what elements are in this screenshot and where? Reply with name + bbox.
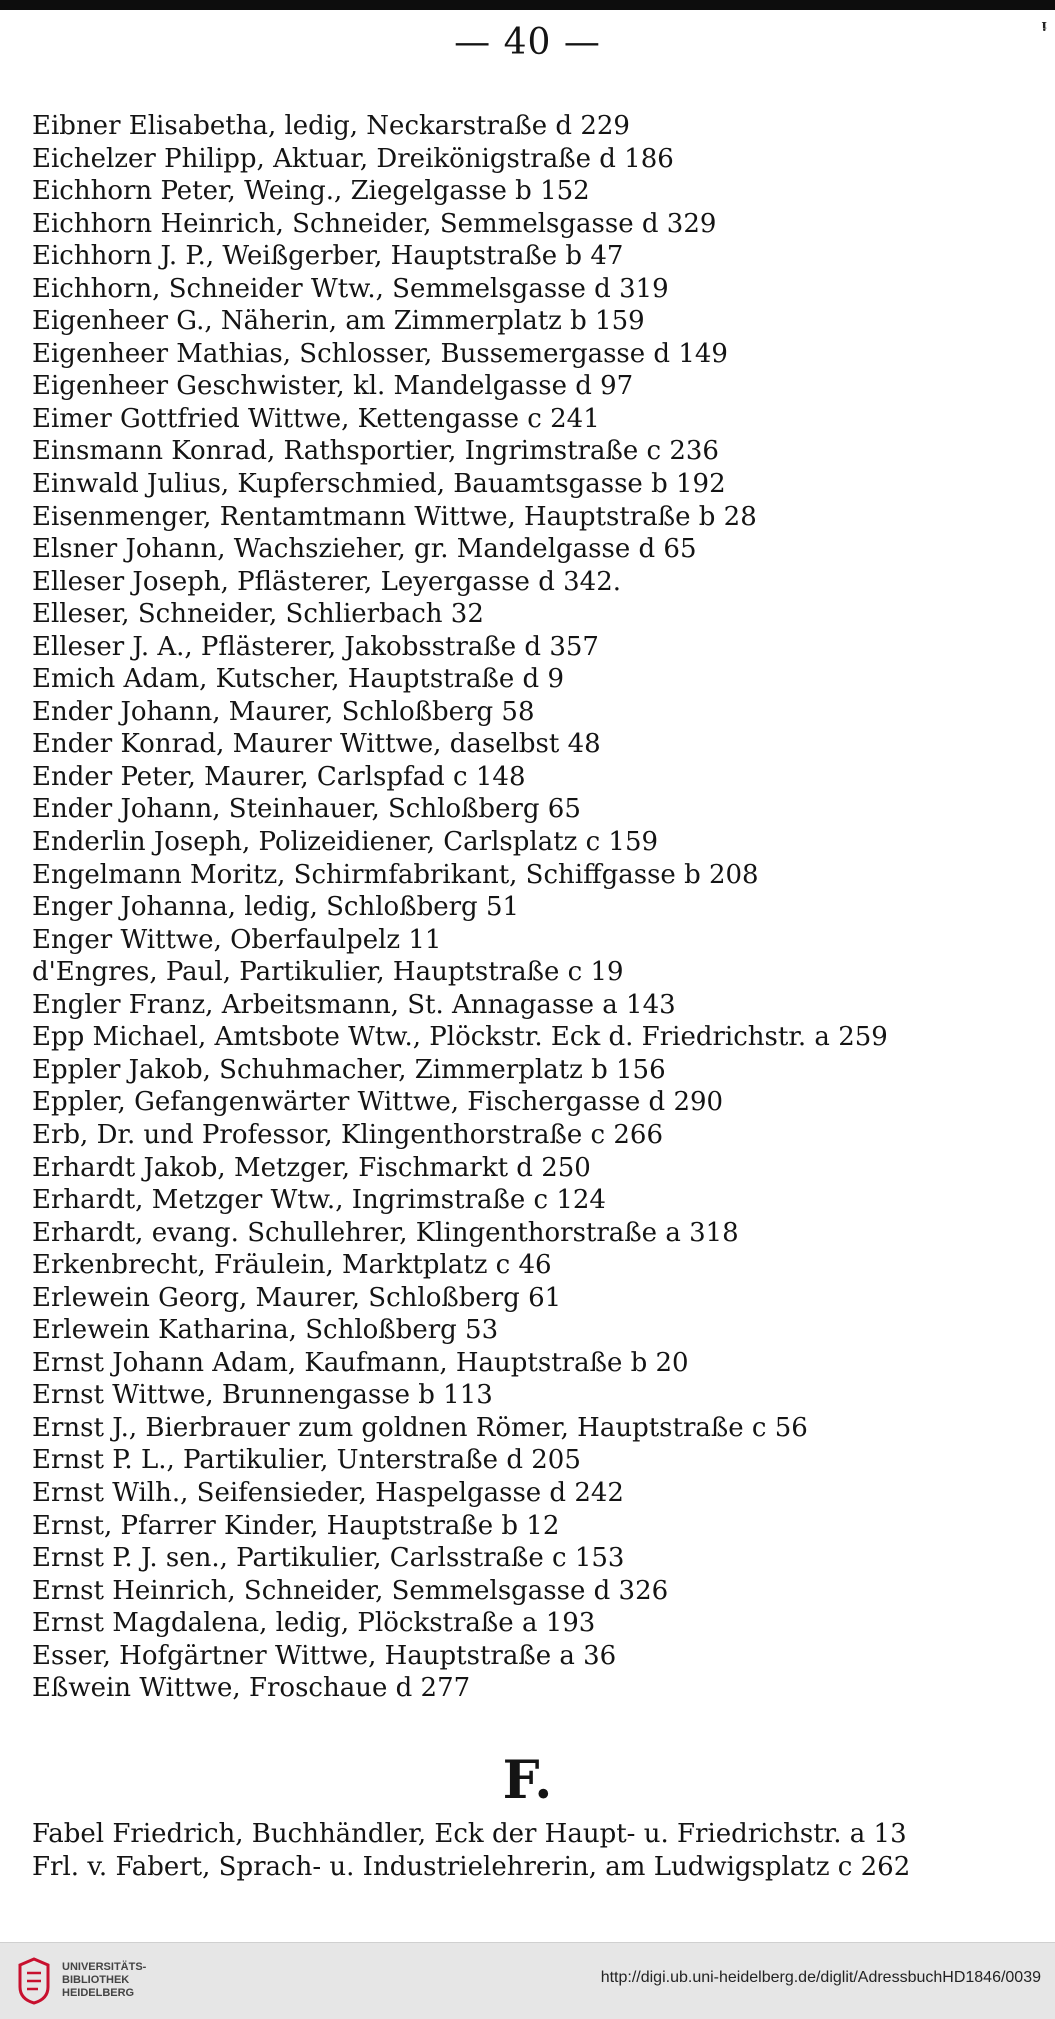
list-item: Fabel Friedrich, Buchhändler, Eck der Haupt- u. Friedrichstr. a 13 [32, 1819, 907, 1849]
section-letter-f: F. [502, 1750, 553, 1811]
list-item: Ernst Heinrich, Schneider, Semmelsgasse d 326 [32, 1575, 669, 1606]
library-logo-text [62, 1961, 146, 2000]
list-item: Erhardt, Metzger Wtw., Ingrimstraße c 124 [32, 1185, 606, 1216]
list-item: Erhardt, evang. Schullehrer, Klingenthorstraße a 318 [32, 1217, 739, 1248]
list-item: Eibner Elisabetha, ledig, Neckarstraße d 229 [32, 111, 630, 141]
list-item: Engler Franz, Arbeitsmann, St. Annagasse a 143 [32, 989, 676, 1020]
list-item: Ernst Wilh., Seifensieder, Haspelgasse d 242 [32, 1477, 624, 1508]
top-scan-border [0, 0, 1055, 10]
list-item: Eisenmenger, Rentamtmann Wittwe, Hauptstraße b 28 [32, 501, 757, 532]
list-item: Eichhorn J. P., Weißgerber, Hauptstraße b 47 [32, 241, 624, 272]
list-item: Ernst P. L., Partikulier, Unterstraße d 205 [32, 1445, 581, 1476]
list-item: Eßwein Wittwe, Froschaue d 277 [32, 1673, 471, 1704]
list-item: Ender Johann, Steinhauer, Schloßberg 65 [32, 794, 581, 825]
logo-line-3: HEIDELBERG [62, 1987, 135, 1999]
list-item: Eppler Jakob, Schuhmacher, Zimmerplatz b 156 [32, 1054, 666, 1085]
list-item: Eimer Gottfried Wittwe, Kettengasse c 241 [32, 403, 600, 434]
list-item: Engelmann Moritz, Schirmfabrikant, Schiffgasse b 208 [32, 859, 759, 890]
list-item: Eichelzer Philipp, Aktuar, Dreikönigstraße d 186 [32, 143, 674, 174]
list-item: Elleser, Schneider, Schlierbach 32 [32, 599, 484, 630]
list-item: Elsner Johann, Wachszieher, gr. Mandelgasse d 65 [32, 534, 697, 565]
list-item: Erhardt Jakob, Metzger, Fischmarkt d 250 [32, 1152, 591, 1183]
page-number: — 40 — [454, 22, 601, 63]
list-item: Einwald Julius, Kupferschmied, Bauamtsgasse b 192 [32, 469, 726, 500]
university-seal-icon [14, 1957, 54, 2005]
list-item: Eichhorn Heinrich, Schneider, Semmelsgasse d 329 [32, 208, 717, 239]
directory-entries-f [32, 1818, 1032, 1883]
list-item: Eichhorn Peter, Weing., Ziegelgasse b 152 [32, 176, 590, 207]
list-item: Erlewein Georg, Maurer, Schloßberg 61 [32, 1282, 562, 1313]
source-url[interactable]: http://digi.ub.uni-heidelberg.de/diglit/AdressbuchHD1846/0039 [600, 1969, 1041, 1986]
list-item: Ender Peter, Maurer, Carlspfad c 148 [32, 761, 526, 792]
directory-entries [32, 110, 1032, 1705]
list-item: Esser, Hofgärtner Wittwe, Hauptstraße a 36 [32, 1640, 617, 1671]
list-item: Ernst Magdalena, ledig, Plöckstraße a 193 [32, 1608, 596, 1639]
list-item: Eppler, Gefangenwärter Wittwe, Fischergasse d 290 [32, 1087, 724, 1118]
list-item: Epp Michael, Amtsbote Wtw., Plöckstr. Eck d. Friedrichstr. a 259 [32, 1022, 888, 1053]
logo-line-2: BIBLIOTHEK [62, 1974, 130, 1986]
list-item: Enderlin Joseph, Polizeidiener, Carlsplatz c 159 [32, 827, 659, 858]
list-item: Eigenheer Geschwister, kl. Mandelgasse d 97 [32, 371, 634, 402]
list-item: Elleser Joseph, Pflästerer, Leyergasse d 342. [32, 566, 622, 597]
list-item: Einsmann Konrad, Rathsportier, Ingrimstraße c 236 [32, 436, 719, 467]
list-item: Elleser J. A., Pflästerer, Jakobsstraße d 357 [32, 631, 599, 662]
list-item: Emich Adam, Kutscher, Hauptstraße d 9 [32, 664, 565, 695]
list-item: Ender Konrad, Maurer Wittwe, daselbst 48 [32, 729, 601, 760]
list-item: Ernst J., Bierbrauer zum goldnen Römer, Hauptstraße c 56 [32, 1412, 808, 1443]
list-item: Ernst P. J. sen., Partikulier, Carlsstraße c 153 [32, 1543, 625, 1574]
list-item: Enger Johanna, ledig, Schloßberg 51 [32, 892, 520, 923]
list-item: Ernst Johann Adam, Kaufmann, Hauptstraße b 20 [32, 1347, 689, 1378]
viewer-footer [0, 1942, 1055, 2019]
list-item: Ernst, Pfarrer Kinder, Hauptstraße b 12 [32, 1510, 560, 1541]
list-item: Ender Johann, Maurer, Schloßberg 58 [32, 696, 535, 727]
list-item: Frl. v. Fabert, Sprach- u. Industrielehrerin, am Ludwigsplatz c 262 [32, 1851, 911, 1882]
list-item: Eigenheer G., Näherin, am Zimmerplatz b 159 [32, 306, 645, 337]
logo-line-1: UNIVERSITÄTS- [62, 1961, 147, 1973]
list-item: Ernst Wittwe, Brunnengasse b 113 [32, 1380, 493, 1411]
edge-mark: ᵎ [1041, 16, 1048, 42]
list-item: Erlewein Katharina, Schloßberg 53 [32, 1315, 499, 1346]
list-item: Enger Wittwe, Oberfaulpelz 11 [32, 924, 442, 955]
list-item: Erb, Dr. und Professor, Klingenthorstraße c 266 [32, 1119, 663, 1150]
list-item: Eigenheer Mathias, Schlosser, Bussemergasse d 149 [32, 338, 728, 369]
list-item: Erkenbrecht, Fräulein, Marktplatz c 46 [32, 1250, 552, 1281]
list-item: Eichhorn, Schneider Wtw., Semmelsgasse d 319 [32, 273, 669, 304]
list-item: d'Engres, Paul, Partikulier, Hauptstraße c 19 [32, 957, 624, 988]
